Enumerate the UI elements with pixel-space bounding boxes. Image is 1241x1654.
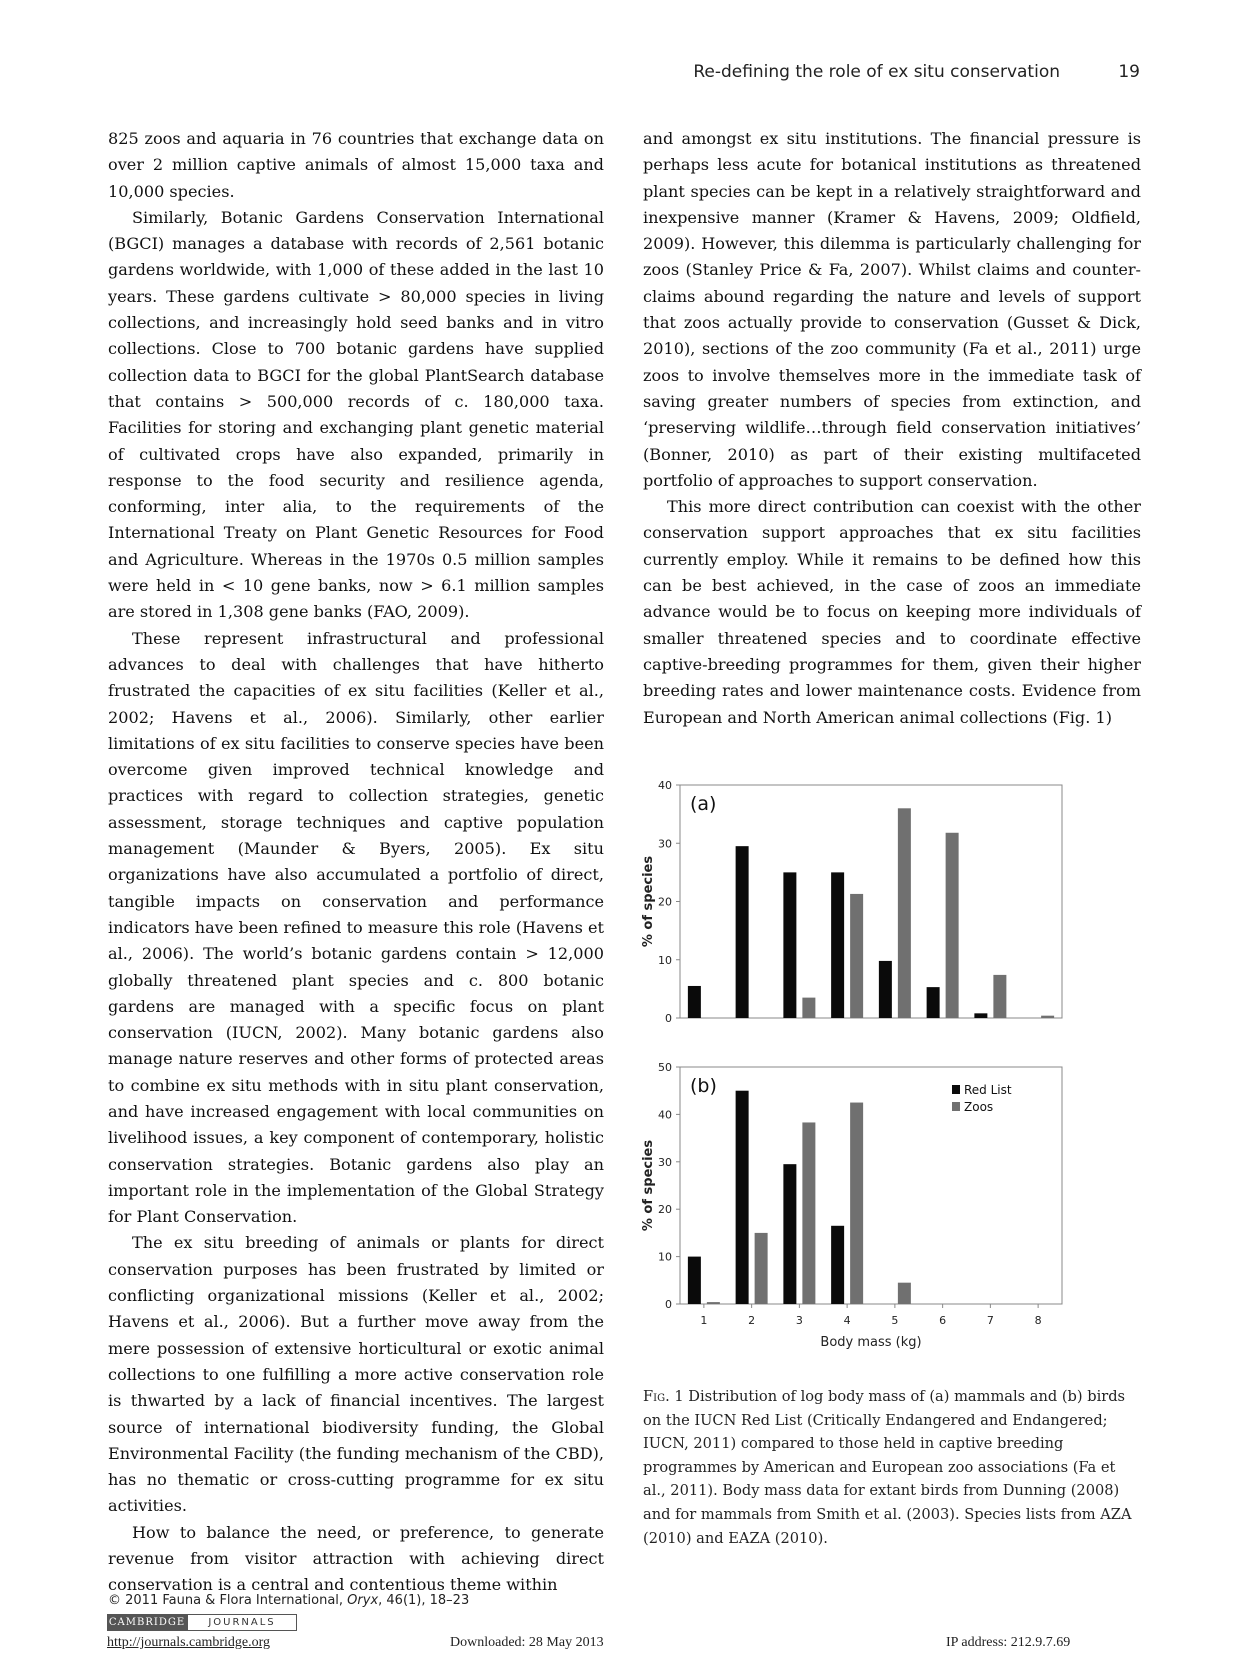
bar-red-list <box>879 961 892 1018</box>
x-tick-label: 3 <box>795 1314 803 1327</box>
bar-zoos <box>802 1122 815 1304</box>
panel-label: (a) <box>690 793 717 815</box>
bar-red-list <box>688 1257 701 1304</box>
journal-name: Oryx <box>347 1593 379 1608</box>
x-tick-label: 6 <box>939 1314 947 1327</box>
legend-label: Red List <box>964 1083 1012 1097</box>
copyright-suffix: , 46(1), 18–23 <box>378 1593 470 1608</box>
x-axis-label: Body mass (kg) <box>820 1335 922 1350</box>
x-tick-label: 4 <box>843 1314 851 1327</box>
paragraph: These represent infrastructural and professional advances to deal with challenges that have hitherto frustrated the capacities of ex situ facilities (Keller et al., 2002; Havens et al., 2006). Similarly, other earlier limitations of ex situ facilities to conserve species have been overcome given improved technical knowledge and practices with regard to collection strategies, genetic assessment, storage techniques and captive population management (Maunder & Byers, 2005). Ex situ organizations have also accumulated a portfolio of direct, tangible impacts on conservation and performance indicators have been refined to measure this role (Havens et al., 2006). The world’s botanic gardens contain > 12,000 globally threatened plant species and c. 800 botanic gardens are managed with a specific focus on plant conservation (IUCN, 2002). Many botanic gardens also manage nature reserves and other forms of protected areas to combine ex situ methods with in situ plant conservation, and have increased engagement with local communities on livelihood issues, a key component of contemporary, holistic conservation strategies. Botanic gardens also play an important role in the implementation of the Global Strategy for Plant Conservation. <box>108 628 604 1227</box>
x-tick-label: 7 <box>986 1314 994 1327</box>
y-tick-label: 0 <box>665 1012 672 1025</box>
ip-address: IP address: 212.9.7.69 <box>946 1635 1071 1650</box>
x-tick-label: 5 <box>891 1314 899 1327</box>
copyright-line <box>108 1593 469 1608</box>
paragraph: The ex situ breeding of animals or plants for direct conservation purposes has been frustrated by limited or conflicting organizational missions (Keller et al., 2002; Havens et al., 2006). But a further move away from the mere possession of extensive horticultural or exotic animal collections to one fulfilling a more active conservation role is thwarted by a lack of financial incentives. The largest source of international biodiversity funding, the Global Environmental Facility (the funding mechanism of the CBD), has no thematic or cross-cutting programme for ex situ activities. <box>108 1233 604 1516</box>
bar-red-list <box>927 987 940 1018</box>
logo-right-text: JOURNALS <box>187 1614 297 1631</box>
paragraph: 825 zoos and aquaria in 76 countries that exchange data on over 2 million captive animals of almost 15,000 taxa and 10,000 species. <box>108 129 604 201</box>
y-tick-label: 30 <box>658 837 672 851</box>
panel-label: (b) <box>690 1075 717 1097</box>
download-date: Downloaded: 28 May 2013 <box>450 1635 604 1650</box>
paragraph: This more direct contribution can coexist with the other conservation support approaches that ex situ facilities currently employ. While it remains to be defined how this can be best achieved, in the case of zoos an immediate advance would be to focus on keeping more individuals of smaller threatened species and to coordinate effective captive-breeding programmes for them, given their higher breeding rates and lower maintenance costs. Evidence from European and North American animal collections (Fig. 1) <box>643 497 1141 727</box>
x-tick-label: 8 <box>1034 1314 1042 1327</box>
paragraph: How to balance the need, or preference, to generate revenue from visitor attraction with achieving direct conservation is a central and contentious theme within <box>108 1522 604 1595</box>
running-head <box>620 58 1140 88</box>
y-tick-label: 40 <box>658 779 672 792</box>
y-tick-label: 0 <box>665 1298 672 1311</box>
legend-label: Zoos <box>964 1100 994 1114</box>
bar-zoos <box>707 1302 720 1304</box>
bar-zoos <box>802 998 815 1018</box>
legend-swatch-red-list <box>952 1085 960 1094</box>
y-axis-label: % of species <box>641 855 656 948</box>
y-tick-label: 30 <box>658 1155 672 1169</box>
running-title: Re-defining the role of ex situ conservation <box>693 62 1060 82</box>
bar-red-list <box>831 1226 844 1304</box>
bar-red-list <box>974 1013 987 1018</box>
bar-zoos <box>850 1103 863 1304</box>
bar-red-list <box>736 1091 749 1304</box>
logo-left-text: CAMBRIDGE <box>107 1614 187 1631</box>
paragraph: and amongst ex situ institutions. The financial pressure is perhaps less acute for botanical institutions as threatened plant species can be kept in a relatively straightforward and inexpensive manner (Kramer & Havens, 2009; Oldfield, 2009). However, this dilemma is particularly challenging for zoos (Stanley Price & Fa, 2007). Whilst claims and counter-claims abound regarding the nature and levels of support that zoos actually provide to conservation (Gusset & Dick, 2010), sections of the zoo community (Fa et al., 2011) urge zoos to involve themselves more in the immediate task of saving greater numbers of species from extinction, and ‘preserving wildlife…through field conservation initiatives’ (Bonner, 2010) as part of their existing multifaceted portfolio of approaches to support conservation. <box>643 129 1141 490</box>
copyright-prefix: © 2011 Fauna & Flora International, <box>108 1593 348 1608</box>
page-number: 19 <box>1118 62 1140 82</box>
bar-zoos <box>898 1283 911 1304</box>
bar-zoos <box>1041 1016 1054 1018</box>
bar-zoos <box>946 833 959 1018</box>
left-column <box>108 126 604 1599</box>
bar-red-list <box>783 872 796 1018</box>
y-tick-label: 20 <box>658 1203 672 1217</box>
bar-zoos <box>993 975 1006 1018</box>
legend-swatch-zoos <box>952 1102 960 1111</box>
bar-zoos <box>898 808 911 1018</box>
y-tick-label: 40 <box>658 1108 672 1122</box>
x-tick-label: 2 <box>748 1314 756 1327</box>
journals-link[interactable]: http://journals.cambridge.org <box>107 1635 271 1650</box>
y-tick-label: 20 <box>658 895 672 909</box>
bar-red-list <box>783 1164 796 1304</box>
figure-1 <box>640 770 1140 1380</box>
caption-text: Distribution of log body mass of (a) mammals and (b) birds on the IUCN Red List (Critically Endangered and Endangered; IUCN, 2011) compared to those held in captive breeding programmes by American and European zoo associations (Fa et al., 2011). Body mass data for extant birds from Dunning (2008) and for mammals from Smith et al. (2003). Species lists from AZA (2010) and EAZA (2010). <box>643 1388 1132 1547</box>
bar-red-list <box>831 872 844 1018</box>
figure-label: Fig. 1 <box>643 1388 684 1405</box>
bar-zoos <box>755 1233 768 1304</box>
y-tick-label: 10 <box>658 953 672 967</box>
bar-red-list <box>736 846 749 1018</box>
y-tick-label: 50 <box>658 1061 672 1074</box>
y-axis-label: % of species <box>641 1139 656 1232</box>
bar-zoos <box>850 894 863 1018</box>
figure-1-chart <box>640 770 1140 1380</box>
figure-caption <box>643 1385 1133 1550</box>
right-column <box>643 126 1141 731</box>
x-tick-label: 1 <box>700 1314 708 1327</box>
bar-red-list <box>688 986 701 1018</box>
y-tick-label: 10 <box>658 1250 672 1264</box>
cambridge-journals-logo <box>107 1614 297 1631</box>
paragraph: Similarly, Botanic Gardens Conservation International (BGCI) manages a database with records of 2,561 botanic gardens worldwide, with 1,000 of these added in the last 10 years. These gardens cultivate > 80,000 species in living collections, and increasingly hold seed banks and in vitro collections. Close to 700 botanic gardens have supplied collection data to BGCI for the global PlantSearch database that contains > 500,000 records of c. 180,000 taxa. Facilities for storing and exchanging plant genetic material of cultivated crops have also expanded, primarily in response to the food security and resilience agenda, conforming, inter alia, to the requirements of the International Treaty on Plant Genetic Resources for Food and Agriculture. Whereas in the 1970s 0.5 million samples were held in < 10 gene banks, now > 6.1 million samples are stored in 1,308 gene banks (FAO, 2009). <box>108 207 604 622</box>
